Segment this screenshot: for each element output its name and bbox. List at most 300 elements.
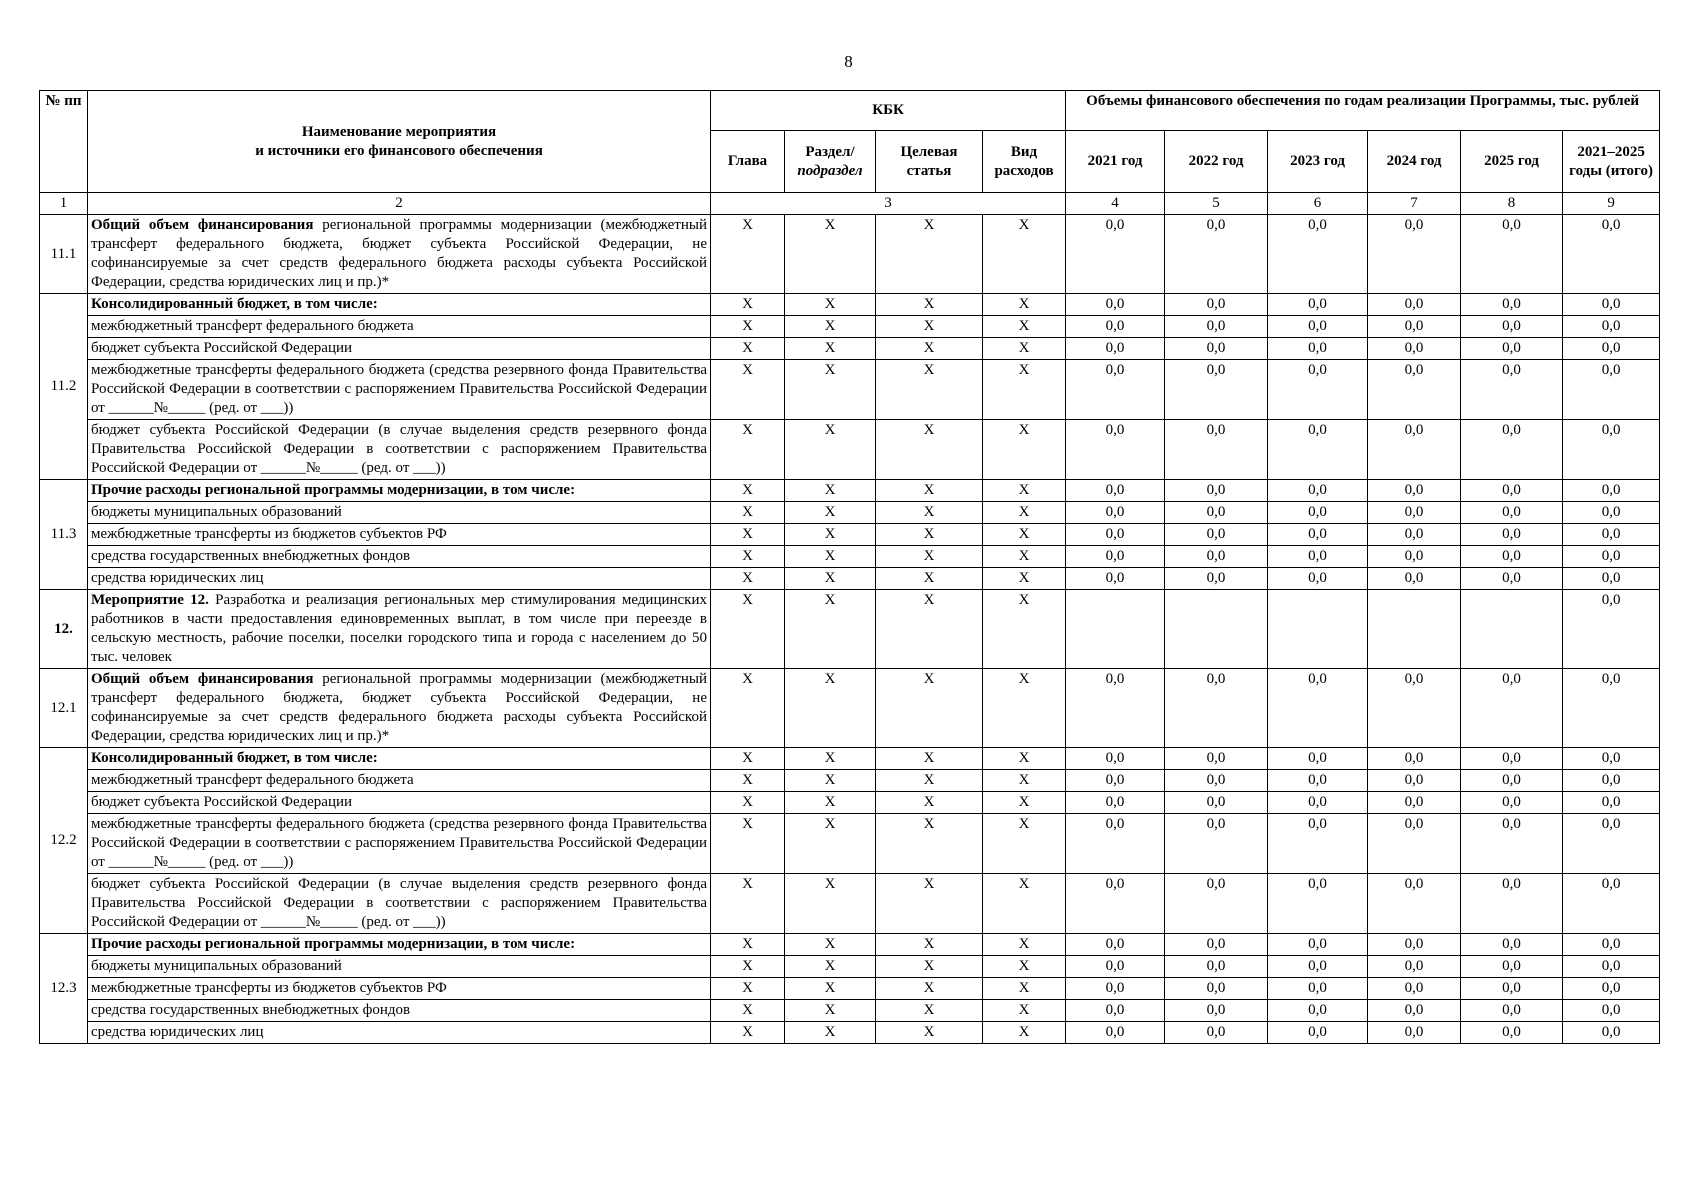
table-row xyxy=(40,316,1660,338)
value-cell: 0,0 xyxy=(1461,748,1563,770)
header-razdel xyxy=(785,131,876,193)
header-name xyxy=(88,91,711,193)
row-name-text: межбюджетные трансферты федерального бюджета (средства резервного фонда Правительства Российской Федерации в соответствии с распоряжением Правительства Российской Федерации от ______№_____ (ред. от ___)) xyxy=(91,362,707,416)
kbk-cell: X xyxy=(711,748,785,770)
value-cell: 0,0 xyxy=(1268,524,1368,546)
value-cell: 0,0 xyxy=(1563,934,1660,956)
value-cell: 0,0 xyxy=(1066,874,1165,934)
kbk-cell: X xyxy=(711,420,785,480)
row-name xyxy=(88,1000,711,1022)
value-cell: 0,0 xyxy=(1165,934,1268,956)
kbk-cell: X xyxy=(983,1022,1066,1044)
value-cell: 0,0 xyxy=(1268,1000,1368,1022)
value-cell: 0,0 xyxy=(1066,814,1165,874)
table-row xyxy=(40,294,1660,316)
value-cell xyxy=(1461,590,1563,669)
value-cell xyxy=(1066,590,1165,669)
value-cell: 0,0 xyxy=(1461,502,1563,524)
kbk-cell: X xyxy=(876,978,983,1000)
page-number: 8 xyxy=(844,52,853,71)
value-cell: 0,0 xyxy=(1368,294,1461,316)
value-cell: 0,0 xyxy=(1066,1022,1165,1044)
value-cell: 0,0 xyxy=(1268,338,1368,360)
row-index: 11.3 xyxy=(40,480,88,590)
header-name-line1: Наименование мероприятия xyxy=(301,123,497,140)
budget-table xyxy=(39,90,1660,1044)
row-name-text: бюджеты муниципальных образований xyxy=(91,958,342,974)
value-cell: 0,0 xyxy=(1461,874,1563,934)
header-volumes: Объемы финансового обеспечения по годам реализации Программы, тыс. рублей xyxy=(1066,91,1660,131)
value-cell: 0,0 xyxy=(1368,792,1461,814)
row-name-text: бюджеты муниципальных образований xyxy=(91,504,342,520)
value-cell: 0,0 xyxy=(1165,294,1268,316)
row-index: 12. xyxy=(40,590,88,669)
value-cell: 0,0 xyxy=(1368,978,1461,1000)
value-cell: 0,0 xyxy=(1066,978,1165,1000)
table-row xyxy=(40,1000,1660,1022)
value-cell: 0,0 xyxy=(1165,814,1268,874)
value-cell: 0,0 xyxy=(1368,814,1461,874)
kbk-cell: X xyxy=(785,814,876,874)
value-cell xyxy=(1368,590,1461,669)
value-cell: 0,0 xyxy=(1461,792,1563,814)
kbk-cell: X xyxy=(983,770,1066,792)
row-name xyxy=(88,294,711,316)
header-year-total: 2021–2025 годы (итого) xyxy=(1563,131,1660,193)
kbk-cell: X xyxy=(876,934,983,956)
value-cell: 0,0 xyxy=(1165,1000,1268,1022)
value-cell: 0,0 xyxy=(1066,546,1165,568)
value-cell: 0,0 xyxy=(1066,480,1165,502)
value-cell: 0,0 xyxy=(1461,420,1563,480)
table-row xyxy=(40,568,1660,590)
value-cell: 0,0 xyxy=(1461,934,1563,956)
value-cell: 0,0 xyxy=(1563,792,1660,814)
value-cell: 0,0 xyxy=(1563,524,1660,546)
row-name-text: межбюджетный трансферт федерального бюджета xyxy=(91,318,414,334)
value-cell: 0,0 xyxy=(1461,956,1563,978)
kbk-cell: X xyxy=(983,874,1066,934)
value-cell: 0,0 xyxy=(1368,748,1461,770)
row-name xyxy=(88,748,711,770)
column-number: 4 xyxy=(1066,193,1165,215)
kbk-cell: X xyxy=(711,956,785,978)
value-cell: 0,0 xyxy=(1563,814,1660,874)
kbk-cell: X xyxy=(711,874,785,934)
value-cell: 0,0 xyxy=(1563,215,1660,294)
value-cell: 0,0 xyxy=(1165,748,1268,770)
row-name-text: региональной программы модернизации (межбюджетный трансферт федерального бюджета, бюджет субъекта Российской Федерации, не софинансируемые за счет средств федерального бюджета расходы субъекта Российской Федерации, средства юридических лиц и пр.)* xyxy=(91,217,707,290)
kbk-cell: X xyxy=(876,748,983,770)
value-cell: 0,0 xyxy=(1368,524,1461,546)
value-cell: 0,0 xyxy=(1066,1000,1165,1022)
row-name-bold: Общий объем финансирования xyxy=(91,671,314,687)
kbk-cell: X xyxy=(876,294,983,316)
row-name xyxy=(88,770,711,792)
row-name-text: межбюджетный трансферт федерального бюджета xyxy=(91,772,414,788)
kbk-cell: X xyxy=(876,814,983,874)
kbk-cell: X xyxy=(983,748,1066,770)
row-name-bold: Общий объем финансирования xyxy=(91,217,314,233)
value-cell: 0,0 xyxy=(1165,524,1268,546)
value-cell: 0,0 xyxy=(1165,338,1268,360)
kbk-cell: X xyxy=(711,546,785,568)
kbk-cell: X xyxy=(785,215,876,294)
header-no: № пп xyxy=(40,91,88,193)
value-cell xyxy=(1165,590,1268,669)
header-year: 2023 год xyxy=(1268,131,1368,193)
value-cell: 0,0 xyxy=(1461,770,1563,792)
kbk-cell: X xyxy=(711,294,785,316)
value-cell: 0,0 xyxy=(1268,502,1368,524)
value-cell: 0,0 xyxy=(1268,978,1368,1000)
kbk-cell: X xyxy=(876,590,983,669)
column-number: 2 xyxy=(88,193,711,215)
row-name xyxy=(88,316,711,338)
value-cell: 0,0 xyxy=(1165,546,1268,568)
kbk-cell: X xyxy=(876,524,983,546)
kbk-cell: X xyxy=(711,590,785,669)
value-cell: 0,0 xyxy=(1368,546,1461,568)
value-cell: 0,0 xyxy=(1563,338,1660,360)
value-cell: 0,0 xyxy=(1165,978,1268,1000)
value-cell: 0,0 xyxy=(1461,1000,1563,1022)
row-name xyxy=(88,956,711,978)
kbk-cell: X xyxy=(785,480,876,502)
value-cell: 0,0 xyxy=(1461,360,1563,420)
kbk-cell: X xyxy=(876,420,983,480)
row-index: 12.2 xyxy=(40,748,88,934)
value-cell: 0,0 xyxy=(1165,792,1268,814)
kbk-cell: X xyxy=(983,568,1066,590)
table-row xyxy=(40,360,1660,420)
value-cell: 0,0 xyxy=(1268,316,1368,338)
row-name-text: межбюджетные трансферты из бюджетов субъектов РФ xyxy=(91,526,447,542)
kbk-cell: X xyxy=(876,360,983,420)
value-cell: 0,0 xyxy=(1368,480,1461,502)
kbk-cell: X xyxy=(711,669,785,748)
kbk-cell: X xyxy=(876,956,983,978)
kbk-cell: X xyxy=(876,1022,983,1044)
kbk-cell: X xyxy=(785,420,876,480)
row-name-text: бюджет субъекта Российской Федерации (в случае выделения средств резервного фонда Правительства Российской Федерации в соответствии с распоряжением Правительства Российской Федерации от ______№_____ (ред. от ___)) xyxy=(91,422,707,476)
kbk-cell: X xyxy=(785,748,876,770)
kbk-cell: X xyxy=(785,524,876,546)
column-number: 5 xyxy=(1165,193,1268,215)
row-name-bold: Консолидированный бюджет, в том числе: xyxy=(91,750,378,766)
table-row xyxy=(40,814,1660,874)
value-cell: 0,0 xyxy=(1368,934,1461,956)
table-row xyxy=(40,546,1660,568)
header-tselevaya: Целевая статья xyxy=(876,131,983,193)
value-cell: 0,0 xyxy=(1368,420,1461,480)
value-cell: 0,0 xyxy=(1563,316,1660,338)
row-index: 11.2 xyxy=(40,294,88,480)
kbk-cell: X xyxy=(711,1022,785,1044)
kbk-cell: X xyxy=(983,316,1066,338)
kbk-cell: X xyxy=(983,956,1066,978)
value-cell: 0,0 xyxy=(1368,1000,1461,1022)
value-cell: 0,0 xyxy=(1461,338,1563,360)
value-cell: 0,0 xyxy=(1268,956,1368,978)
kbk-cell: X xyxy=(983,215,1066,294)
value-cell: 0,0 xyxy=(1268,748,1368,770)
value-cell: 0,0 xyxy=(1066,316,1165,338)
value-cell: 0,0 xyxy=(1563,1022,1660,1044)
table-row xyxy=(40,669,1660,748)
kbk-cell: X xyxy=(983,420,1066,480)
row-name xyxy=(88,669,711,748)
value-cell: 0,0 xyxy=(1461,546,1563,568)
table-row xyxy=(40,420,1660,480)
kbk-cell: X xyxy=(876,1000,983,1022)
table-row xyxy=(40,748,1660,770)
row-name-text: региональной программы модернизации (межбюджетный трансферт федерального бюджета, бюджет субъекта Российской Федерации, не софинансируемые за счет средств федерального бюджета расходы субъекта Российской Федерации, средства юридических лиц и пр.)* xyxy=(91,671,707,744)
value-cell: 0,0 xyxy=(1066,748,1165,770)
kbk-cell: X xyxy=(876,770,983,792)
value-cell: 0,0 xyxy=(1066,360,1165,420)
kbk-cell: X xyxy=(876,874,983,934)
kbk-cell: X xyxy=(711,502,785,524)
kbk-cell: X xyxy=(785,360,876,420)
kbk-cell: X xyxy=(876,502,983,524)
header-razdel-line1: Раздел/ xyxy=(805,143,855,160)
kbk-cell: X xyxy=(983,294,1066,316)
row-name xyxy=(88,360,711,420)
row-name-text: бюджет субъекта Российской Федерации (в случае выделения средств резервного фонда Правительства Российской Федерации в соответствии с распоряжением Правительства Российской Федерации от ______№_____ (ред. от ___)) xyxy=(91,876,707,930)
value-cell: 0,0 xyxy=(1563,748,1660,770)
value-cell: 0,0 xyxy=(1268,215,1368,294)
table-row xyxy=(40,770,1660,792)
kbk-cell: X xyxy=(785,669,876,748)
kbk-cell: X xyxy=(711,814,785,874)
row-name-bold: Консолидированный бюджет, в том числе: xyxy=(91,296,378,312)
value-cell: 0,0 xyxy=(1368,502,1461,524)
row-name xyxy=(88,480,711,502)
value-cell: 0,0 xyxy=(1461,316,1563,338)
row-name xyxy=(88,568,711,590)
kbk-cell: X xyxy=(785,338,876,360)
row-name-text: средства государственных внебюджетных фондов xyxy=(91,1002,411,1018)
value-cell: 0,0 xyxy=(1563,669,1660,748)
column-number: 8 xyxy=(1461,193,1563,215)
value-cell: 0,0 xyxy=(1268,420,1368,480)
row-name-text: межбюджетные трансферты федерального бюджета (средства резервного фонда Правительства Российской Федерации в соответствии с распоряжением Правительства Российской Федерации от ______№_____ (ред. от ___)) xyxy=(91,816,707,870)
table-row xyxy=(40,978,1660,1000)
kbk-cell: X xyxy=(785,978,876,1000)
row-name xyxy=(88,502,711,524)
value-cell: 0,0 xyxy=(1268,814,1368,874)
value-cell: 0,0 xyxy=(1368,316,1461,338)
kbk-cell: X xyxy=(711,770,785,792)
row-name-text: межбюджетные трансферты из бюджетов субъектов РФ xyxy=(91,980,447,996)
column-number: 6 xyxy=(1268,193,1368,215)
header-glava: Глава xyxy=(711,131,785,193)
kbk-cell: X xyxy=(876,792,983,814)
row-name xyxy=(88,814,711,874)
row-name-text: средства юридических лиц xyxy=(91,570,264,586)
value-cell: 0,0 xyxy=(1268,546,1368,568)
header-year: 2025 год xyxy=(1461,131,1563,193)
value-cell: 0,0 xyxy=(1165,480,1268,502)
value-cell: 0,0 xyxy=(1165,568,1268,590)
row-name xyxy=(88,874,711,934)
value-cell: 0,0 xyxy=(1066,956,1165,978)
kbk-cell: X xyxy=(785,502,876,524)
kbk-cell: X xyxy=(983,978,1066,1000)
kbk-cell: X xyxy=(711,568,785,590)
value-cell: 0,0 xyxy=(1563,546,1660,568)
kbk-cell: X xyxy=(785,590,876,669)
value-cell: 0,0 xyxy=(1165,956,1268,978)
table-row xyxy=(40,215,1660,294)
row-index: 12.1 xyxy=(40,669,88,748)
value-cell: 0,0 xyxy=(1563,568,1660,590)
kbk-cell: X xyxy=(785,1000,876,1022)
value-cell: 0,0 xyxy=(1461,669,1563,748)
value-cell: 0,0 xyxy=(1165,874,1268,934)
kbk-cell: X xyxy=(983,814,1066,874)
value-cell: 0,0 xyxy=(1461,978,1563,1000)
value-cell: 0,0 xyxy=(1066,669,1165,748)
value-cell: 0,0 xyxy=(1563,874,1660,934)
column-number: 7 xyxy=(1368,193,1461,215)
column-number-row xyxy=(40,193,1660,215)
kbk-cell: X xyxy=(983,590,1066,669)
value-cell: 0,0 xyxy=(1563,294,1660,316)
column-number: 1 xyxy=(40,193,88,215)
kbk-cell: X xyxy=(876,480,983,502)
row-index: 12.3 xyxy=(40,934,88,1044)
column-number: 3 xyxy=(711,193,1066,215)
table-row xyxy=(40,524,1660,546)
kbk-cell: X xyxy=(983,1000,1066,1022)
kbk-cell: X xyxy=(711,480,785,502)
row-name-bold: Прочие расходы региональной программы модернизации, в том числе: xyxy=(91,936,576,952)
value-cell: 0,0 xyxy=(1368,360,1461,420)
value-cell: 0,0 xyxy=(1066,770,1165,792)
value-cell: 0,0 xyxy=(1368,215,1461,294)
value-cell: 0,0 xyxy=(1461,568,1563,590)
value-cell: 0,0 xyxy=(1268,669,1368,748)
value-cell: 0,0 xyxy=(1563,590,1660,669)
value-cell: 0,0 xyxy=(1368,568,1461,590)
header-year: 2021 год xyxy=(1066,131,1165,193)
kbk-cell: X xyxy=(983,934,1066,956)
kbk-cell: X xyxy=(785,568,876,590)
row-name xyxy=(88,524,711,546)
kbk-cell: X xyxy=(876,316,983,338)
value-cell: 0,0 xyxy=(1563,770,1660,792)
kbk-cell: X xyxy=(785,934,876,956)
value-cell: 0,0 xyxy=(1066,568,1165,590)
value-cell: 0,0 xyxy=(1461,480,1563,502)
table-row xyxy=(40,1022,1660,1044)
kbk-cell: X xyxy=(711,316,785,338)
kbk-cell: X xyxy=(785,956,876,978)
value-cell: 0,0 xyxy=(1066,524,1165,546)
kbk-cell: X xyxy=(711,360,785,420)
row-name xyxy=(88,338,711,360)
kbk-cell: X xyxy=(711,934,785,956)
header-name-line2: и источники его финансового обеспечения xyxy=(255,142,543,159)
kbk-cell: X xyxy=(785,792,876,814)
value-cell: 0,0 xyxy=(1368,956,1461,978)
value-cell: 0,0 xyxy=(1268,792,1368,814)
header-podrazdel: подраздел xyxy=(797,162,863,179)
table-row xyxy=(40,874,1660,934)
value-cell: 0,0 xyxy=(1165,215,1268,294)
value-cell: 0,0 xyxy=(1268,480,1368,502)
value-cell: 0,0 xyxy=(1066,420,1165,480)
value-cell: 0,0 xyxy=(1368,770,1461,792)
value-cell: 0,0 xyxy=(1563,502,1660,524)
row-name xyxy=(88,792,711,814)
row-index: 11.1 xyxy=(40,215,88,294)
kbk-cell: X xyxy=(876,215,983,294)
value-cell: 0,0 xyxy=(1368,1022,1461,1044)
row-name xyxy=(88,215,711,294)
row-name-text: Разработка и реализация региональных мер стимулирования медицинских работников в части предоставления единовременных выплат, в том числе при переезде в сельскую местность, рабочие поселки, поселки городского типа и города с населением до 50 тыс. человек xyxy=(91,592,707,665)
kbk-cell: X xyxy=(711,1000,785,1022)
kbk-cell: X xyxy=(711,978,785,1000)
value-cell: 0,0 xyxy=(1165,502,1268,524)
kbk-cell: X xyxy=(711,338,785,360)
value-cell: 0,0 xyxy=(1268,770,1368,792)
value-cell: 0,0 xyxy=(1066,934,1165,956)
row-name-bold: Мероприятие 12. xyxy=(91,592,209,608)
table-row xyxy=(40,590,1660,669)
kbk-cell: X xyxy=(785,874,876,934)
value-cell: 0,0 xyxy=(1563,480,1660,502)
header-vid: Вид расходов xyxy=(983,131,1066,193)
row-name xyxy=(88,978,711,1000)
table-row xyxy=(40,502,1660,524)
table-row xyxy=(40,480,1660,502)
kbk-cell: X xyxy=(983,546,1066,568)
row-name xyxy=(88,420,711,480)
table-row xyxy=(40,956,1660,978)
kbk-cell: X xyxy=(876,669,983,748)
value-cell: 0,0 xyxy=(1563,956,1660,978)
kbk-cell: X xyxy=(876,338,983,360)
kbk-cell: X xyxy=(785,294,876,316)
header-year: 2024 год xyxy=(1368,131,1461,193)
value-cell: 0,0 xyxy=(1461,524,1563,546)
row-name-text: бюджет субъекта Российской Федерации xyxy=(91,794,353,810)
value-cell: 0,0 xyxy=(1268,1022,1368,1044)
value-cell: 0,0 xyxy=(1461,294,1563,316)
kbk-cell: X xyxy=(983,338,1066,360)
value-cell: 0,0 xyxy=(1165,1022,1268,1044)
value-cell: 0,0 xyxy=(1066,792,1165,814)
value-cell: 0,0 xyxy=(1165,316,1268,338)
kbk-cell: X xyxy=(876,568,983,590)
kbk-cell: X xyxy=(983,792,1066,814)
value-cell: 0,0 xyxy=(1461,814,1563,874)
value-cell: 0,0 xyxy=(1165,669,1268,748)
value-cell: 0,0 xyxy=(1563,420,1660,480)
value-cell: 0,0 xyxy=(1368,669,1461,748)
kbk-cell: X xyxy=(983,502,1066,524)
row-name-text: бюджет субъекта Российской Федерации xyxy=(91,340,353,356)
value-cell: 0,0 xyxy=(1268,360,1368,420)
value-cell: 0,0 xyxy=(1563,1000,1660,1022)
row-name xyxy=(88,934,711,956)
row-name xyxy=(88,590,711,669)
row-name-text: средства юридических лиц xyxy=(91,1024,264,1040)
row-name xyxy=(88,1022,711,1044)
